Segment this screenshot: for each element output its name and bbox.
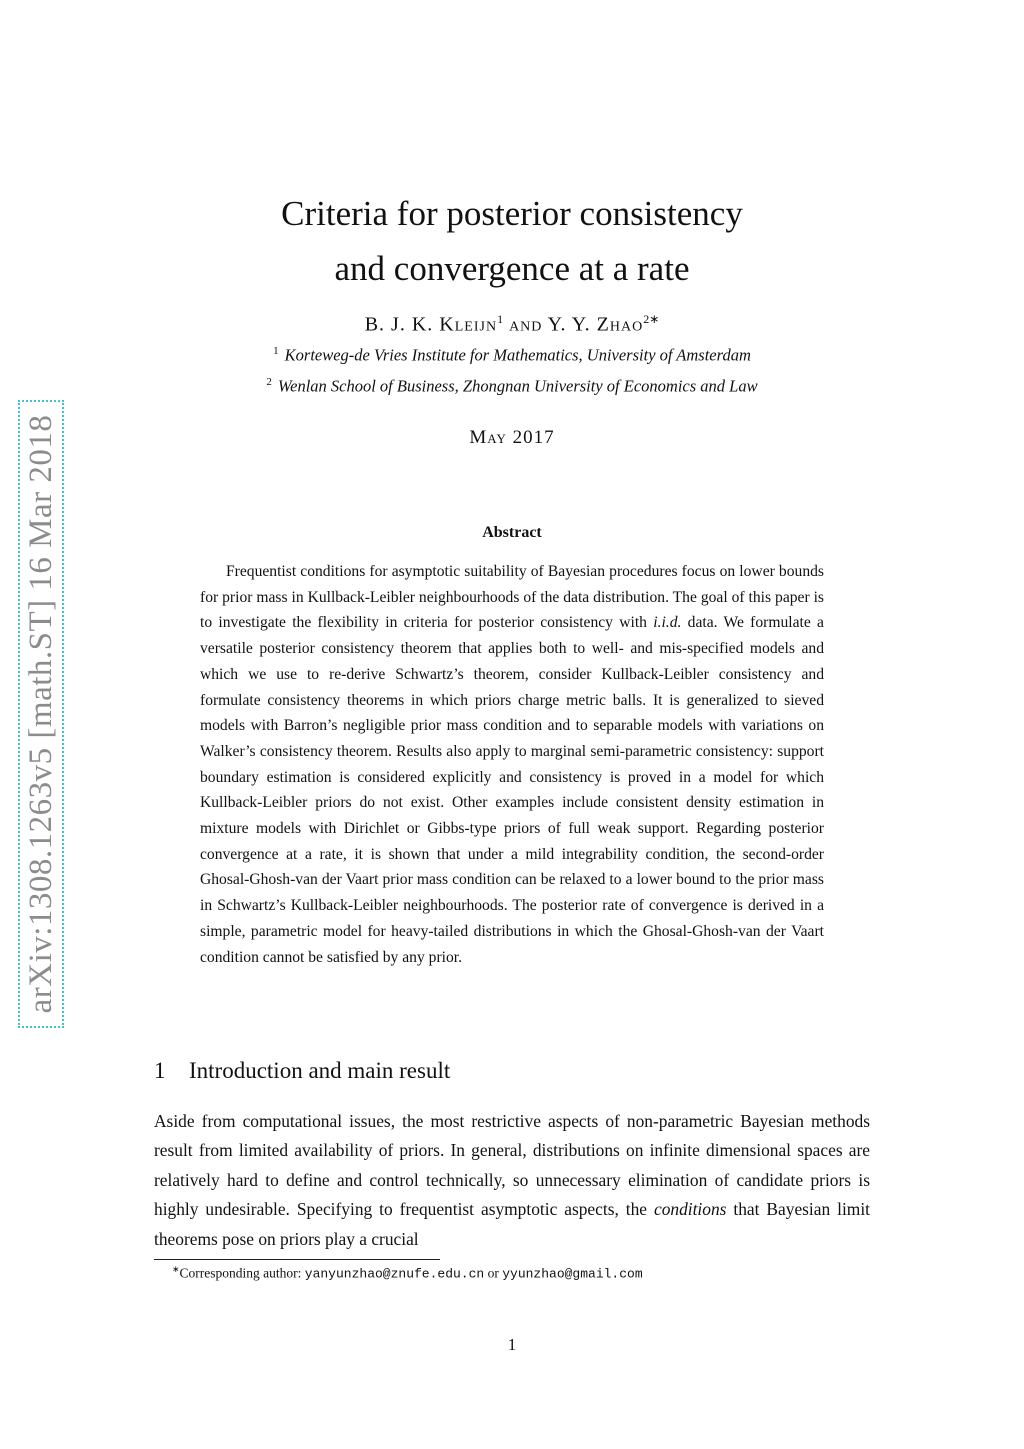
abstract-emphasis: i.i.d. [653,614,682,632]
abstract-heading: Abstract [482,524,542,541]
affiliation-2-mark: 2 [266,376,272,388]
section-number: 1 [154,1058,166,1083]
author-2-mark: 2∗ [643,312,660,326]
title-line-2: and convergence at a rate [334,249,690,288]
paper-date: May 2017 [469,427,555,448]
footnote-rule [154,1259,440,1260]
footnote [172,1264,643,1282]
footnote-email-2[interactable]: yyunzhao@gmail.com [502,1266,643,1282]
author-2: Y. Y. Zhao [547,313,644,336]
section-heading [154,1058,450,1084]
arxiv-stamp-text: arXiv:1308.1263v5 [math.ST] 16 Mar 2018 [18,400,64,1028]
abstract-part-2: data. We formulate a versatile posterior consistency theorem that applies both to well- and mis-specified models and which we use to re-derive Schwartz’s theorem, consider Kullback-Leibler consistency and formulate consistency theorems in which priors charge metric balls. It is generalized to sieved models with Barron’s negligible prior mass condition and to separable models with variations on Walker’s consistency theorem. Results also apply to marginal semi-parametric consistency: support boundary estimation is considered explicitly and consistency is proved in a model for which Kullback-Leibler priors do not exist. Other examples include consistent density estimation in mixture models with Dirichlet or Gibbs-type priors of full weak support. Regarding posterior convergence at a rate, it is shown that under a mild integrability condition, the second-order Ghosal-Ghosh-van der Vaart prior mass condition can be relaxed to a lower bound to the prior mass in Schwartz’s Kullback-Leibler neighbourhoods. The posterior rate of convergence is derived in a simple, parametric model for heavy-tailed distributions in which the Ghosal-Ghosh-van der Vaart condition cannot be satisfied by any prior. [200,614,824,966]
intro-emphasis: conditions [653,1199,727,1220]
abstract-text [200,559,824,970]
title-line-1: Criteria for posterior consistency [281,194,743,233]
affiliation-1 [0,345,1024,366]
footnote-email-1[interactable]: yanyunzhao@znufe.edu.cn [304,1266,485,1282]
page-number: 1 [507,1335,517,1354]
intro-part-2: that Bayesian limit theorems pose on priors play a crucial [154,1199,870,1249]
footnote-label: Corresponding author: [179,1265,305,1281]
footnote-mark: ∗ [172,1264,180,1274]
affiliation-1-text: Korteweg-de Vries Institute for Mathematics, University of Amsterdam [284,345,751,365]
affiliation-1-mark: 1 [273,345,279,357]
author-conjunction: and [509,313,543,336]
arxiv-stamp [18,400,64,1028]
footnote-or: or [484,1265,503,1281]
author-list [0,312,1024,337]
affiliation-2 [0,376,1024,397]
intro-part-1: Aside from computational issues, the most restrictive aspects of non-parametric Bayesian methods result from limited availability of priors. In general, distributions on infinite dimensional spaces are relatively hard to define and control technically, so unnecessary elimination of candidate priors is highly undesirable. Specifying to frequentist asymptotic aspects, the [154,1111,870,1220]
abstract-part-1: Frequentist conditions for asymptotic suitability of Bayesian procedures focus on lower bounds for prior mass in Kullback-Leibler neighbourhoods of the data distribution. The goal of this paper is to investigate the flexibility in criteria for posterior consistency with [200,563,824,632]
section-title: Introduction and main result [189,1058,451,1083]
author-1: B. J. K. Kleijn [364,313,498,336]
paper-title [0,186,1024,296]
intro-paragraph [154,1107,870,1254]
affiliation-2-text: Wenlan School of Business, Zhongnan University of Economics and Law [277,376,758,396]
author-1-mark: 1 [497,312,504,326]
